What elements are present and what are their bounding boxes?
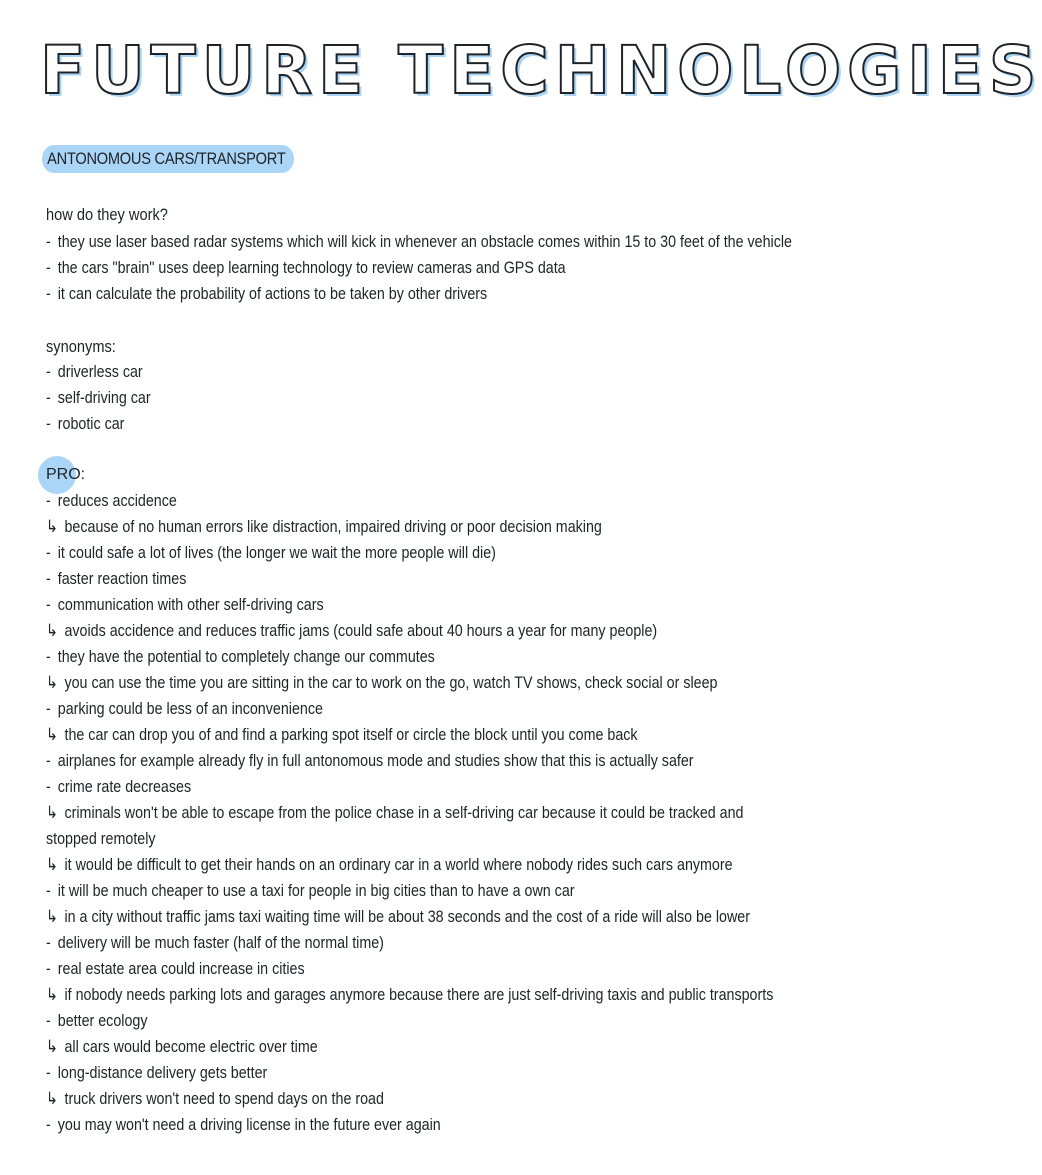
- dash-icon: -: [46, 362, 51, 381]
- list-item-text: airplanes for example already fly in full antonomous mode and studies show that this is actually safer: [57, 751, 694, 770]
- list-item-text: parking could be less of an inconvenience: [57, 699, 323, 718]
- synonym-item: [46, 359, 668, 385]
- dash-icon: -: [46, 543, 51, 562]
- synonym-item: [46, 411, 668, 437]
- dash-icon: -: [46, 595, 51, 614]
- dash-icon: -: [46, 1011, 51, 1030]
- list-item-text: driverless car: [57, 362, 143, 381]
- how-item: [46, 229, 792, 255]
- section-heading: ANTONOMOUS CARS/TRANSPORT: [42, 145, 294, 173]
- list-item-text: the car can drop you of and find a parking spot itself or circle the block until you come back: [64, 725, 638, 744]
- dash-icon: -: [46, 232, 51, 251]
- arrow-icon: ↳: [46, 855, 58, 874]
- list-item-text: they use laser based radar systems which will kick in whenever an obstacle comes within 15 to 30 feet of the vehicle: [57, 232, 792, 251]
- dash-icon: -: [46, 699, 51, 718]
- list-item-text: better ecology: [57, 1011, 148, 1030]
- dash-icon: -: [46, 491, 51, 510]
- arrow-icon: ↳: [46, 621, 58, 640]
- list-item-text: the cars "brain" uses deep learning technology to review cameras and GPS data: [57, 258, 566, 277]
- pro-item: [46, 878, 668, 904]
- list-item-text: delivery will be much faster (half of the normal time): [57, 933, 384, 952]
- pro-item: [46, 592, 668, 618]
- how-item: [46, 281, 668, 307]
- dash-icon: -: [46, 1115, 51, 1134]
- dash-icon: -: [46, 933, 51, 952]
- list-item-text: criminals won't be able to escape from the police chase in a self-driving car because it could be tracked and stopped remotely: [46, 803, 744, 848]
- pro-subitem: [46, 1034, 668, 1060]
- dash-icon: -: [46, 751, 51, 770]
- pro-item: [46, 696, 668, 722]
- dash-icon: -: [46, 881, 51, 900]
- list-item-text: avoids accidence and reduces traffic jams (could safe about 40 hours a year for many people): [64, 621, 658, 640]
- arrow-icon: ↳: [46, 985, 58, 1004]
- pro-item: [46, 644, 668, 670]
- list-item-text: robotic car: [57, 414, 125, 433]
- pro-subitem: [46, 800, 785, 852]
- list-item-text: it will be much cheaper to use a taxi for people in big cities than to have a own car: [57, 881, 575, 900]
- list-item-text: it would be difficult to get their hands on an ordinary car in a world where nobody rides such cars anymore: [64, 855, 733, 874]
- dash-icon: -: [46, 284, 51, 303]
- list-item-text: you can use the time you are sitting in the car to work on the go, watch TV shows, check social or sleep: [64, 673, 718, 692]
- pro-subitem: [46, 982, 774, 1008]
- pro-item: [46, 488, 668, 514]
- pro-subitem: [46, 670, 718, 696]
- list-item-text: they have the potential to completely change our commutes: [57, 647, 435, 666]
- list-item-text: communication with other self-driving cars: [57, 595, 324, 614]
- pro-subitem: [46, 618, 668, 644]
- list-item-text: real estate area could increase in cities: [57, 959, 305, 978]
- pro-item: [46, 1112, 668, 1138]
- list-item-text: self-driving car: [57, 388, 151, 407]
- how-list: [46, 229, 792, 307]
- dash-icon: -: [46, 258, 51, 277]
- pro-subitem: [46, 722, 668, 748]
- pro-item: [46, 566, 668, 592]
- dash-icon: -: [46, 1063, 51, 1082]
- arrow-icon: ↳: [46, 673, 58, 692]
- list-item-text: you may won't need a driving license in the future ever again: [57, 1115, 441, 1134]
- how-heading: how do they work?: [46, 205, 168, 224]
- list-item-text: in a city without traffic jams taxi waiting time will be about 38 seconds and the cost of a ride will also be lower: [64, 907, 750, 926]
- list-item-text: crime rate decreases: [57, 777, 192, 796]
- list-item-text: faster reaction times: [57, 569, 187, 588]
- pro-item: [46, 540, 668, 566]
- dash-icon: -: [46, 777, 51, 796]
- dash-icon: -: [46, 414, 51, 433]
- how-item: [46, 255, 668, 281]
- pro-item: [46, 1060, 668, 1086]
- pro-subitem: [46, 904, 750, 930]
- dash-icon: -: [46, 388, 51, 407]
- list-item-text: truck drivers won't need to spend days on the road: [64, 1089, 384, 1108]
- pro-item: [46, 1008, 668, 1034]
- list-item-text: because of no human errors like distraction, impaired driving or poor decision making: [64, 517, 602, 536]
- list-item-text: all cars would become electric over time: [64, 1037, 318, 1056]
- pro-item: [46, 956, 668, 982]
- synonyms-list: [46, 359, 786, 437]
- page-title: FUTURE TECHNOLOGIES: [40, 32, 1042, 109]
- arrow-icon: ↳: [46, 1037, 58, 1056]
- pro-subitem: [46, 514, 668, 540]
- list-item-text: long-distance delivery gets better: [57, 1063, 268, 1082]
- synonyms-heading: synonyms:: [46, 337, 116, 356]
- pro-subitem: [46, 1086, 668, 1112]
- arrow-icon: ↳: [46, 907, 58, 926]
- list-item-text: it could safe a lot of lives (the longer we wait the more people will die): [57, 543, 496, 562]
- arrow-icon: ↳: [46, 803, 58, 822]
- dash-icon: -: [46, 569, 51, 588]
- pro-item: [46, 930, 668, 956]
- synonym-item: [46, 385, 668, 411]
- pro-list: [46, 488, 786, 1138]
- list-item-text: it can calculate the probability of actions to be taken by other drivers: [57, 284, 488, 303]
- arrow-icon: ↳: [46, 517, 58, 536]
- pro-heading: PRO:: [38, 456, 76, 494]
- list-item-text: if nobody needs parking lots and garages anymore because there are just self-driving taxis and public transports: [64, 985, 774, 1004]
- arrow-icon: ↳: [46, 725, 58, 744]
- list-item-text: reduces accidence: [57, 491, 177, 510]
- dash-icon: -: [46, 959, 51, 978]
- dash-icon: -: [46, 647, 51, 666]
- pro-item: [46, 774, 668, 800]
- pro-item: [46, 748, 694, 774]
- pro-subitem: [46, 852, 733, 878]
- arrow-icon: ↳: [46, 1089, 58, 1108]
